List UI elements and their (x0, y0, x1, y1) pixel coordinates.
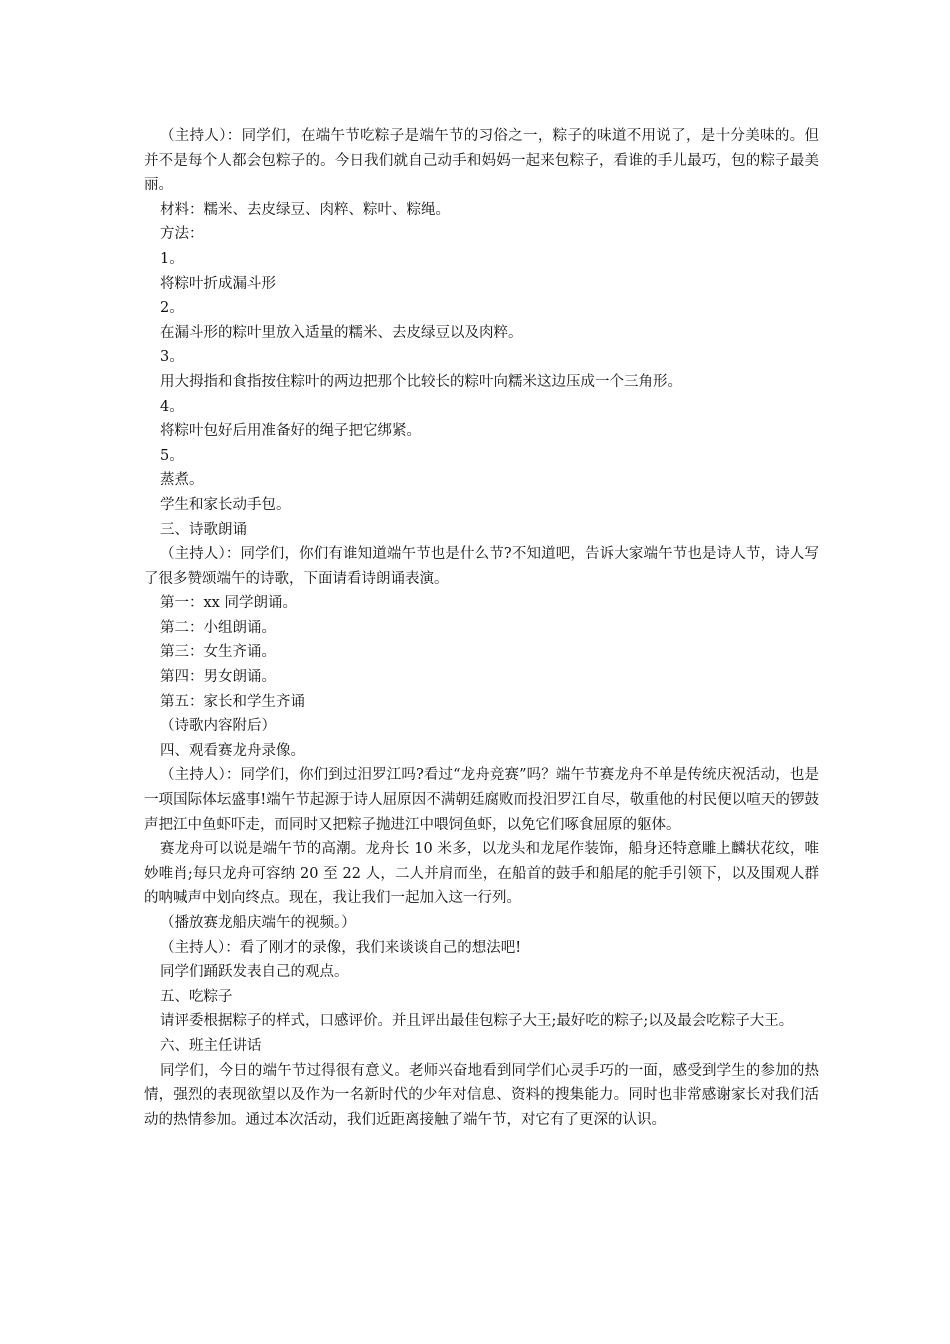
paragraph-hands-on: 学生和家长动手包。 (160, 496, 291, 513)
paragraph-note: （播放赛龙船庆端午的视频。） (160, 915, 356, 931)
step-number: 4。 (160, 398, 184, 415)
recitation-item: 第二：小组朗诵。 (160, 619, 276, 636)
step-number: 3。 (160, 349, 184, 366)
paragraph-dragon-boat-intro: （主持人）：同学们，你们到过汨罗江吗?看过“龙舟竞赛”吗？端午节赛龙舟不单是传统庆祝活动，也是一项国际体坛盛事!端午节起源于诗人屈原因不满朝廷腐败而投汨罗江自尽，敬重他的村民便以喧天的锣鼓声把江中鱼虾吓走，而同时又把粽子抛进江中喂饲鱼虾，以免它们啄食屈原的躯体。 (144, 767, 819, 833)
paragraph-host-intro: （主持人）：同学们，在端午节吃粽子是端午节的习俗之一，粽子的味道不用说了，是十分美味的。但并不是每个人都会包粽子的。今日我们就自己动手和妈妈一起来包粽子，看谁的手儿最巧，包的粽子最美丽。 (144, 128, 819, 194)
paragraph-method-heading: 方法： (160, 226, 204, 243)
recitation-item: 第三：女生齐诵。 (160, 644, 276, 661)
recitation-item: 第一：xx 同学朗诵。 (160, 595, 297, 612)
section-heading: 四、观看赛龙舟录像。 (160, 742, 305, 759)
recitation-item: 第五：家长和学生齐诵 (160, 693, 305, 710)
section-heading: 六、班主任讲话 (160, 1037, 262, 1054)
recitation-item: 第四：男女朗诵。 (160, 669, 276, 686)
step-number: 1。 (160, 250, 184, 267)
document-body (144, 124, 819, 1132)
section-heading: 五、吃粽子 (160, 988, 233, 1005)
step-text: 将粽叶折成漏斗形 (160, 275, 276, 292)
paragraph-teacher-speech: 同学们，今日的端午节过得很有意义。老师兴奋地看到同学们心灵手巧的一面，感受到学生的参加的热情，强烈的表现欲望以及作为一名新时代的少年对信息、资料的搜集能力。同时也非常感谢家长对我们活动的热情参加。通过本次活动，我们近距离接触了端午节，对它有了更深的认识。 (144, 1062, 819, 1128)
step-number: 5。 (160, 447, 184, 464)
section-heading: 三、诗歌朗诵 (160, 521, 247, 538)
paragraph-students-share: 同学们踊跃发表自己的观点。 (160, 964, 349, 981)
paragraph-dragon-boat-race: 赛龙舟可以说是端午节的高潮。龙舟长 10 米多，以龙头和龙尾作装饰，船身还特意雕上麟状花纹，唯妙唯肖;每只龙舟可容纳 20 至 22 人，二人并肩而坐，在船首的鼓手和船尾的舵手引领下，以及围观人群的呐喊声中划向终点。现在，我让我们一起加入这一行列。 (144, 841, 819, 907)
step-number: 2。 (160, 300, 184, 317)
step-text: 在漏斗形的粽叶里放入适量的糯米、去皮绿豆以及肉粹。 (160, 324, 523, 341)
step-text: 将粽叶包好后用准备好的绳子把它绑紧。 (160, 423, 421, 440)
step-text: 蒸煮。 (160, 472, 204, 489)
paragraph-note: （诗歌内容附后） (160, 718, 276, 735)
paragraph-poetry-intro: （主持人）：同学们，你们有谁知道端午节也是什么节?不知道吧，告诉大家端午节也是诗人节，诗人写了很多赞颂端午的诗歌，下面请看诗朗诵表演。 (144, 546, 819, 587)
paragraph-host-discussion: （主持人）：看了刚才的录像，我们来谈谈自己的想法吧! (160, 939, 522, 956)
step-text: 用大拇指和食指按住粽叶的两边把那个比较长的粽叶向糯米这边压成一个三角形。 (160, 373, 682, 390)
paragraph-judging: 请评委根据粽子的样式，口感评价。并且评出最佳包粽子大王;最好吃的粽子;以及最会吃粽子大王。 (160, 1013, 794, 1030)
paragraph-materials: 材料：糯米、去皮绿豆、肉粹、粽叶、粽绳。 (160, 201, 450, 218)
